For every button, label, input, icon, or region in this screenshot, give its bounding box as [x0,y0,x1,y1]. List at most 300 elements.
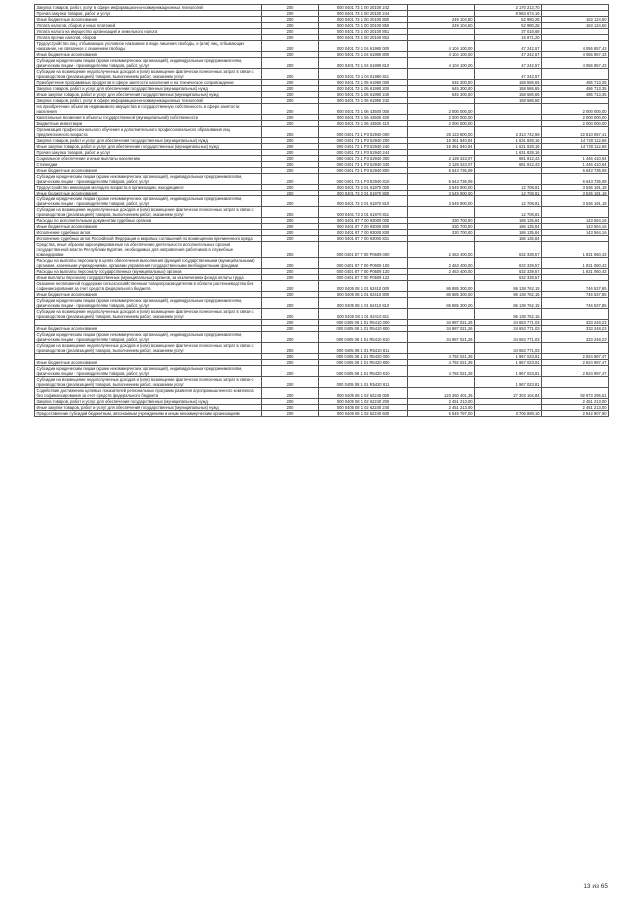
cell-line-code: 200 [262,281,319,292]
cell-executed: 1 967 023,81 [475,360,542,366]
cell-approved: 2 000 000,00 [408,114,475,120]
cell-approved: 2 451 213,00 [408,404,475,410]
cell-approved: 2 000 000,00 [408,103,475,114]
cell-unexecuted: 3 536 191,19 [542,184,609,190]
cell-executed: 158 586,65 [475,97,542,103]
cell-approved [408,309,475,320]
cell-unexecuted: 486 713,35 [542,85,609,91]
cell-executed: 186 135,84 [475,230,542,236]
cell-approved: 3 549 900,00 [408,190,475,196]
cell-budget-code: 000 0401 87 7 00 Р0609 120 [319,269,408,275]
cell-line-code: 200 [262,22,319,28]
cell-unexecuted: 1 446 410,64 [542,155,609,161]
cell-executed: 47 242,57 [475,68,542,79]
cell-budget-code: 000 0405 08 1 01 R5420 000 [319,354,408,360]
cell-executed: 186 135,84 [475,218,542,224]
cell-executed: 27 303 104,84 [475,387,542,398]
cell-description: Субсидии юридическим лицам (кроме некоммерческих организаций), индивидуальным предпринимателям, физическим лицам - производителям товаров, работ, услуг [35,366,262,377]
table-row [35,281,609,292]
cell-approved: 330 700,00 [408,224,475,230]
cell-line-code: 200 [262,51,319,57]
cell-approved: 4 104 100,00 [408,51,475,57]
table-row [35,57,609,68]
cell-executed: 2 170 213,70 [475,5,542,11]
cell-executed: 34 653 771,03 [475,326,542,332]
cell-budget-code: 000 0405 08 1 02 62240 200 [319,398,408,404]
cell-description: Иные выплаты персоналу государственных (муниципальных) органов, за исключением фонда оплаты труда [35,275,262,281]
cell-description: Закупка товаров, работ, услуг в сфере информационно-коммуникационных технологий [35,97,262,103]
cell-unexecuted: 4 056 857,43 [542,40,609,51]
cell-description: Субсидии на возмещение недополученных доходов и (или) возмещение фактически понесенных затрат в связи с производством (реализацией) товаров, выполнением работ, оказанием услуг [35,309,262,320]
cell-approved: 330 700,00 [408,218,475,224]
cell-approved [408,68,475,79]
cell-unexecuted: 4 056 857,43 [542,51,609,57]
table-row [35,387,609,398]
cell-line-code: 200 [262,326,319,332]
cell-executed: 158 586,65 [475,79,542,85]
cell-line-code: 200 [262,354,319,360]
cell-line-code: 200 [262,298,319,309]
cell-line-code: 200 [262,218,319,224]
cell-approved: 2 463 400,00 [408,269,475,275]
cell-line-code: 200 [262,292,319,298]
cell-budget-code: 000 0401 87 7 00 93000 000 [319,218,408,224]
table-row [35,40,609,51]
cell-budget-code: 000 0405 08 1 01 R5410 810 [319,332,408,343]
cell-description: Закупка товаров, работ и услуг для обеспечения государственных (муниципальных) нужд [35,137,262,143]
cell-line-code: 200 [262,149,319,155]
cell-budget-code: 000 0401 73 1 P3 52940 810 [319,173,408,184]
cell-approved: 16 351 940,84 [408,137,475,143]
cell-executed: 52 980,28 [475,16,542,22]
cell-unexecuted: 163 124,60 [542,22,609,28]
cell-budget-code: 000 0405 08 1 02 62240 000 [319,387,408,398]
cell-budget-code: 000 0401 73 1 00 20100 851 [319,28,408,34]
cell-executed: 15 971,20 [475,34,542,40]
cell-description: Трудоустройство лиц, отбывающих уголовное наказание в виде лишения свободы, и (или) лиц, отбывающих наказание, не связанное с лишением свободы [35,40,262,51]
cell-budget-code: 000 0401 73 1 00 20100 800 [319,16,408,22]
cell-line-code: 200 [262,196,319,207]
cell-unexecuted: 2 000 000,00 [542,114,609,120]
cell-unexecuted: 746 537,85 [542,281,609,292]
table-row [35,332,609,343]
cell-approved: 34 987 021,26 [408,332,475,343]
cell-line-code: 200 [262,320,319,326]
cell-description: Уплата прочих налогов, сборов [35,34,262,40]
cell-budget-code: 000 0401 87 7 00 Р0609 122 [319,275,408,281]
cell-line-code: 200 [262,376,319,387]
cell-executed: 12 708,81 [475,207,542,218]
cell-unexecuted: 2 000 000,00 [542,103,609,114]
cell-unexecuted: 2 451 213,00 [542,404,609,410]
cell-unexecuted: 163 124,60 [542,16,609,22]
cell-approved: 86 885 300,00 [408,298,475,309]
cell-approved: 249 104,60 [408,22,475,28]
cell-unexecuted: 2 824 997,47 [542,366,609,377]
cell-line-code: 200 [262,97,319,103]
table-row [35,126,609,137]
table-row [35,173,609,184]
cell-line-code: 200 [262,398,319,404]
cell-unexecuted: 2 824 997,47 [542,360,609,366]
cell-budget-code: 000 0401 73 1 05 61990 200 [319,85,408,91]
cell-executed [475,173,542,184]
cell-budget-code: 000 0405 08 1 01 R5420 811 [319,376,408,387]
cell-description: Субсидии юридическим лицам (кроме некоммерческих организаций), индивидуальным предпринимателям, физическим лицам - производителям товаров, работ, услуг [35,57,262,68]
cell-description: Содействие достижению целевых показателей региональных программ развития агропромышленного комплекса без софинансирования за счет средств федерального бюджета [35,387,262,398]
cell-line-code: 200 [262,207,319,218]
cell-unexecuted: 143 564,16 [542,218,609,224]
cell-unexecuted [542,207,609,218]
cell-description: Субсидии юридическим лицам (кроме некоммерческих организаций), индивидуальным предпринимателям, физическим лицам - производителям товаров, работ, услуг [35,332,262,343]
cell-budget-code: 000 0401 73 1 04 61980 800 [319,51,408,57]
cell-executed: 12 708,81 [475,190,542,196]
cell-line-code: 200 [262,126,319,137]
table-row [35,376,609,387]
cell-line-code: 200 [262,85,319,91]
table-row [35,103,609,114]
table-row [35,207,609,218]
cell-approved: 120 260 401,35 [408,387,475,398]
cell-description: Субсидии на возмещение недополученных доходов и (или) возмещение фактически понесенных затрат в связи с производством (реализацией) товаров, выполнением работ, оказанием услуг [35,207,262,218]
cell-description: Уплата налогов, сборов и иных платежей [35,22,262,28]
cell-description: Прочая закупка товаров, работ и услуг [35,149,262,155]
cell-description: Субсидии на возмещение недополученных доходов и (или) возмещение фактически понесенных затрат в связи с производством (реализацией) товаров, выполнением работ, оказанием услуг [35,376,262,387]
cell-description: Иные бюджетные ассигнования [35,224,262,230]
cell-description: Предоставление субсидий бюджетным, автономным учреждениям и иным некоммерческим организациям [35,410,262,416]
cell-executed: 681 912,43 [475,155,542,161]
cell-executed: 1 967 023,81 [475,354,542,360]
cell-budget-code: 000 0401 73 1 04 61980 000 [319,40,408,51]
cell-description: Расходы по исполнительным документам судебных органов [35,218,262,224]
cell-approved: 34 987 021,26 [408,320,475,326]
cell-line-code: 200 [262,230,319,236]
cell-executed: 86 138 762,15 [475,281,542,292]
cell-description: Оказание несвязанной поддержки сельскохозяйственным товаропроизводителям в области растениеводства без софинансирования за счет средств федерального бюджета [35,281,262,292]
cell-approved: 86 885 300,00 [408,281,475,292]
cell-line-code: 200 [262,309,319,320]
cell-executed: 158 586,65 [475,91,542,97]
cell-budget-code: 000 0401 87 7 00 93000 830 [319,230,408,236]
cell-budget-code: 000 0401 73 2 01 61970 811 [319,207,408,218]
cell-unexecuted: 2 000 000,00 [542,120,609,126]
cell-budget-code: 000 0401 73 1 06 43500 000 [319,103,408,114]
cell-unexecuted: 3 536 191,19 [542,196,609,207]
cell-budget-code: 000 0401 73 1 P3 52940 240 [319,143,408,149]
cell-description: Закупка товаров, работ и услуг для обеспечения государственных (муниципальных) нужд [35,85,262,91]
cell-line-code: 200 [262,360,319,366]
cell-budget-code: 000 0401 73 1 06 43500 400 [319,114,408,120]
cell-description: Капитальные вложения в объекты государственной (муниципальной) собственности [35,114,262,120]
cell-description: На приобретение объектов недвижимого имущества в государственную собственность в сфере занятости населения [35,103,262,114]
cell-unexecuted: 1 831 060,43 [542,242,609,258]
cell-approved [408,376,475,387]
cell-unexecuted [542,376,609,387]
cell-description: Иные бюджетные ассигнования [35,292,262,298]
cell-executed: 86 138 762,15 [475,298,542,309]
cell-description: Средства, иные образом зарезервированные на обеспечение деятельности исполнительных органов государственной власти Республики Бурятия, необходимых для направления работников в служебные командировки [35,242,262,258]
cell-unexecuted: 2 842 907,90 [542,410,609,416]
cell-description: Иные бюджетные ассигнования [35,190,262,196]
cell-approved: 2 463 400,00 [408,242,475,258]
cell-line-code: 200 [262,143,319,149]
cell-executed: 86 138 762,15 [475,292,542,298]
table-row [35,196,609,207]
cell-budget-code: 000 0401 87 7 00 93000 800 [319,224,408,230]
cell-line-code: 200 [262,410,319,416]
cell-approved: 2 451 213,00 [408,398,475,404]
cell-description: Стипендии [35,161,262,167]
cell-executed: 12 708,81 [475,196,542,207]
cell-line-code: 200 [262,167,319,173]
cell-approved: 4 792 021,28 [408,360,475,366]
cell-line-code: 200 [262,173,319,184]
cell-unexecuted: 6 643 736,09 [542,167,609,173]
cell-executed: 47 242,57 [475,57,542,68]
cell-line-code: 200 [262,343,319,354]
cell-approved: 2 000 000,00 [408,120,475,126]
cell-description: Социальное обеспечение и иные выплаты населению [35,155,262,161]
cell-approved: 330 700,00 [408,230,475,236]
cell-line-code: 200 [262,103,319,114]
table-row [35,309,609,320]
cell-unexecuted [542,343,609,354]
cell-unexecuted: 4 056 857,43 [542,57,609,68]
cell-line-code: 200 [262,28,319,34]
cell-budget-code: 000 0401 73 1 05 61990 242 [319,97,408,103]
cell-executed: 1 967 023,81 [475,376,542,387]
cell-executed: 47 242,57 [475,51,542,57]
cell-executed: 1 631 828,16 [475,143,542,149]
cell-unexecuted: 2 451 213,00 [542,398,609,404]
cell-budget-code: 000 0401 73 1 05 61990 000 [319,79,408,85]
cell-description: Организация профессионального обучения и дополнительного профессионального образования лиц предпенсионного возраста [35,126,262,137]
cell-budget-code: 000 0405 08 1 02 62240 240 [319,404,408,410]
cell-budget-code: 000 0401 73 1 04 61980 811 [319,68,408,79]
cell-approved: 4 792 021,28 [408,366,475,377]
cell-approved [408,343,475,354]
cell-unexecuted: 1 831 060,43 [542,258,609,269]
cell-line-code: 200 [262,184,319,190]
cell-unexecuted: 746 537,85 [542,292,609,298]
cell-unexecuted: 333 248,23 [542,332,609,343]
table-row [35,410,609,416]
cell-budget-code: 000 0401 73 1 00 20100 852 [319,34,408,40]
cell-line-code: 200 [262,137,319,143]
cell-line-code: 200 [262,161,319,167]
cell-line-code: 200 [262,155,319,161]
cell-line-code: 200 [262,275,319,281]
cell-approved: 645 300,00 [408,85,475,91]
cell-description: Исполнение судебных актов [35,230,262,236]
cell-line-code: 200 [262,120,319,126]
cell-budget-code: 000 0401 73 1 P3 52940 244 [319,149,408,155]
cell-budget-code: 000 0401 73 2 01 61970 000 [319,184,408,190]
cell-executed: 37 018,68 [475,28,542,34]
cell-approved: 6 643 736,09 [408,167,475,173]
cell-budget-code: 000 0401 87 7 00 93000 831 [319,236,408,242]
cell-description: Иные бюджетные ассигнования [35,51,262,57]
cell-line-code: 200 [262,404,319,410]
cell-budget-code: 000 0405 08 1 01 R5420 810 [319,366,408,377]
cell-budget-code: 000 0401 73 1 00 20100 242 [319,5,408,11]
cell-unexecuted: 143 564,16 [542,230,609,236]
cell-approved: 6 643 736,09 [408,173,475,184]
cell-approved: 2 128 323,07 [408,161,475,167]
table-row [35,258,609,269]
cell-budget-code: 000 0401 73 1 05 61990 240 [319,91,408,97]
cell-approved: 3 549 900,00 [408,184,475,190]
cell-executed: 632 339,57 [475,258,542,269]
cell-approved: 25 123 800,00 [408,126,475,137]
cell-description: Расходы на выплаты персоналу в целях обеспечения выполнения функций государственными (муниципальными) органами, казенными учреждениями, органами управления государственными внебюджетными фондами [35,258,262,269]
cell-budget-code: 000 0405 08 1 01 62410 810 [319,298,408,309]
cell-line-code: 200 [262,114,319,120]
cell-budget-code: 000 0401 73 1 P3 52940 800 [319,167,408,173]
cell-line-code: 200 [262,79,319,85]
cell-description: Субсидии юридическим лицам (кроме некоммерческих организаций), индивидуальным предпринимателям, физическим лицам - производителям товаров, работ, услуг [35,196,262,207]
cell-approved: 4 792 021,28 [408,354,475,360]
cell-budget-code: 000 0405 08 1 01 62410 800 [319,292,408,298]
cell-unexecuted: 22 810 057,41 [542,126,609,137]
cell-executed: 186 135,84 [475,224,542,230]
cell-executed: 34 653 771,03 [475,332,542,343]
table-row [35,343,609,354]
cell-line-code: 200 [262,10,319,16]
cell-unexecuted: 2 824 997,47 [542,354,609,360]
cell-approved: 86 885 300,00 [408,292,475,298]
cell-description: Прочая закупка товаров, работ и услуг [35,10,262,16]
cell-line-code: 200 [262,332,319,343]
cell-approved: 2 128 323,07 [408,155,475,161]
table-row [35,298,609,309]
cell-executed: 632 339,57 [475,269,542,275]
cell-line-code: 200 [262,16,319,22]
cell-approved: 645 300,00 [408,79,475,85]
cell-approved: 4 104 100,00 [408,40,475,51]
cell-executed: 1 631 828,16 [475,137,542,143]
budget-execution-table [34,4,609,417]
cell-executed: 3 706 889,10 [475,410,542,416]
cell-executed: 1 631 828,16 [475,149,542,155]
cell-line-code: 200 [262,387,319,398]
cell-unexecuted: 1 831 060,43 [542,269,609,275]
cell-approved: 34 987 021,26 [408,326,475,332]
cell-executed: 632 339,57 [475,275,542,281]
cell-unexecuted: 333 248,23 [542,320,609,326]
cell-line-code: 200 [262,68,319,79]
cell-executed: 34 653 771,03 [475,320,542,326]
cell-description: Закупка товаров, работ, услуг в сфере информационно-коммуникационных технологий [35,5,262,11]
table-row [35,68,609,79]
cell-executed: 1 967 023,81 [475,366,542,377]
cell-description: Исполнение судебных актов Российской Федерации и мировых соглашений по возмещению причиненного вреда [35,236,262,242]
cell-budget-code: 000 0401 73 1 00 20100 850 [319,22,408,28]
cell-line-code: 200 [262,366,319,377]
cell-executed: 632 339,57 [475,242,542,258]
cell-unexecuted: 6 643 736,09 [542,173,609,184]
cell-line-code: 200 [262,190,319,196]
cell-line-code: 200 [262,242,319,258]
cell-unexecuted [542,309,609,320]
cell-line-code: 200 [262,224,319,230]
cell-executed: 681 912,43 [475,161,542,167]
cell-approved: 4 104 100,00 [408,57,475,68]
cell-description: Субсидии на возмещение недополученных доходов и (или) возмещение фактически понесенных затрат в связи с производством (реализацией) товаров, выполнением работ, оказанием услуг [35,343,262,354]
cell-budget-code: 000 0401 87 7 00 Р0609 000 [319,242,408,258]
cell-budget-code: 000 0401 73 1 P3 52940 000 [319,126,408,137]
cell-unexecuted: 486 713,35 [542,79,609,85]
cell-line-code: 200 [262,57,319,68]
cell-executed [475,103,542,114]
cell-budget-code: 000 0405 08 1 01 R5420 800 [319,360,408,366]
cell-description: Субсидии юридическим лицам (кроме некоммерческих организаций), индивидуальным предпринимателям, физическим лицам - производителям товаров, работ, услуг [35,173,262,184]
cell-budget-code: 000 0405 08 1 01 62410 811 [319,309,408,320]
cell-description: Иные бюджетные ассигнования [35,360,262,366]
cell-approved: 2 463 400,00 [408,258,475,269]
cell-executed: 2 313 742,59 [475,126,542,137]
page-number: 13 из 65 [583,883,608,890]
cell-line-code: 200 [262,269,319,275]
cell-unexecuted: 746 537,85 [542,298,609,309]
cell-unexecuted: 3 536 191,19 [542,190,609,196]
cell-budget-code: 000 0405 08 1 01 R5410 000 [319,320,408,326]
cell-description: Иные закупки товаров, работ и услуг для обеспечения государственных (муниципальных) нужд [35,404,262,410]
cell-executed: 12 708,81 [475,184,542,190]
cell-unexecuted: 143 564,16 [542,224,609,230]
cell-budget-code: 000 0405 08 1 01 R5410 811 [319,343,408,354]
cell-unexecuted: 14 720 112,68 [542,137,609,143]
cell-budget-code: 000 0405 08 1 02 62240 600 [319,410,408,416]
cell-description: Иные закупки товаров, работ и услуг для обеспечения государственных (муниципальных) нужд [35,91,262,97]
cell-executed: 186 135,84 [475,236,542,242]
table-row [35,242,609,258]
cell-line-code: 200 [262,236,319,242]
cell-description: Уплата налога на имущество организаций и земельного налога [35,28,262,34]
cell-approved: 3 549 900,00 [408,196,475,207]
cell-unexecuted: 14 720 112,68 [542,143,609,149]
cell-approved [408,207,475,218]
cell-line-code: 200 [262,91,319,97]
cell-line-code: 200 [262,40,319,51]
cell-budget-code: 000 0401 73 1 00 20100 244 [319,10,408,16]
cell-executed: 34 653 771,03 [475,343,542,354]
cell-budget-code: 000 0405 08 1 01 62410 000 [319,281,408,292]
cell-budget-code: 000 0401 73 2 01 61970 810 [319,196,408,207]
cell-budget-code: 000 0401 73 1 P3 52940 200 [319,137,408,143]
cell-budget-code: 000 0405 08 1 01 R5410 800 [319,326,408,332]
cell-executed: 86 138 762,15 [475,309,542,320]
cell-approved: 645 300,00 [408,91,475,97]
cell-unexecuted: 1 446 410,64 [542,161,609,167]
cell-description: Иные бюджетные ассигнования [35,167,262,173]
cell-unexecuted [542,68,609,79]
cell-description: Закупка товаров, работ и услуг для обеспечения государственных (муниципальных) нужд [35,398,262,404]
cell-unexecuted: 92 973 296,51 [542,387,609,398]
cell-description: Субсидии юридическим лицам (кроме некоммерческих организаций), индивидуальным предпринимателям, физическим лицам - производителям товаров, работ, услуг [35,298,262,309]
cell-budget-code: 000 0401 73 1 04 61980 810 [319,57,408,68]
cell-description: Расходы на выплаты персоналу государственных (муниципальных) органов [35,269,262,275]
cell-executed: 8 583 674,16 [475,10,542,16]
cell-description: Трудоустройство инвалидов молодого возраста в организации, находящиеся [35,184,262,190]
cell-approved: 16 351 940,84 [408,143,475,149]
cell-description: Субсидии на возмещение недополученных доходов и (или) возмещение фактически понесенных затрат в связи с производством (реализацией) товаров, выполнением работ, оказанием услуг [35,68,262,79]
cell-description: Иные бюджетные ассигнования [35,326,262,332]
cell-description: Приобретение программных продуктов в сфере занятости населения и на техническое сопровождение [35,79,262,85]
cell-executed: 47 242,57 [475,40,542,51]
cell-approved: 249 104,60 [408,16,475,22]
cell-description: Бюджетные инвестиции [35,120,262,126]
